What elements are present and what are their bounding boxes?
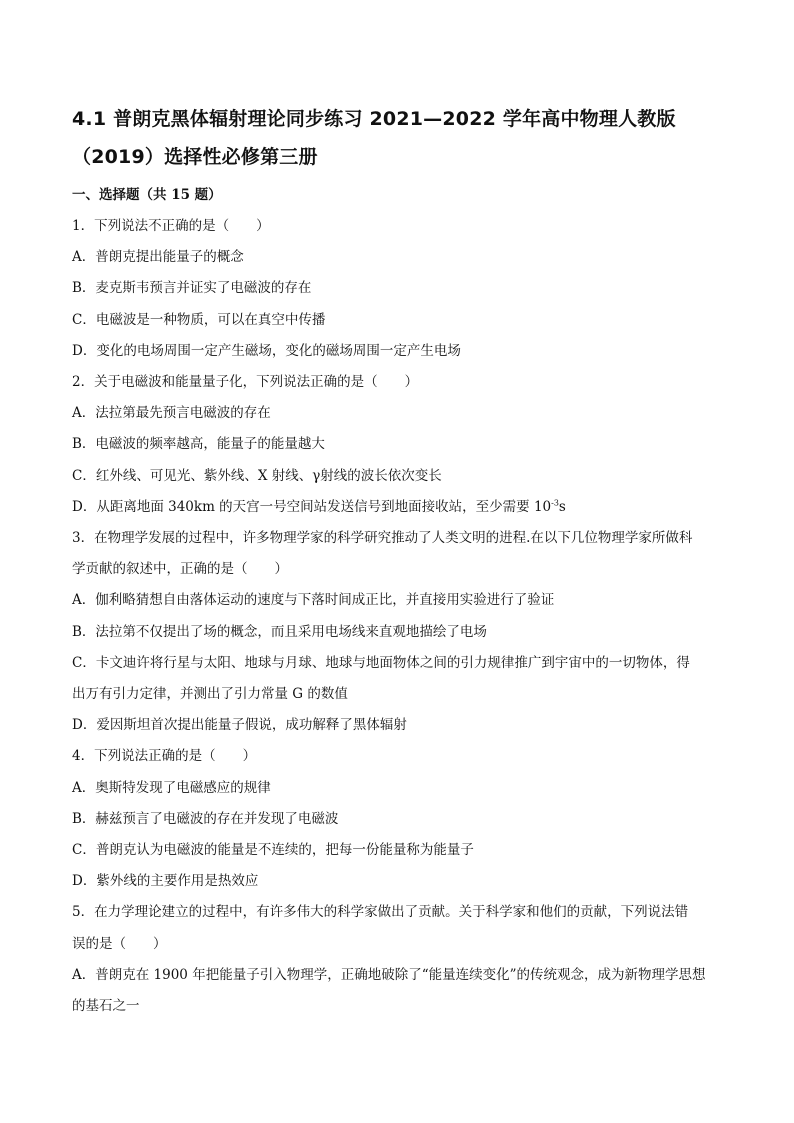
question-stem-line-1: 3．在物理学发展的过程中，许多物理学家的科学研究推动了人类文明的进程.在以下几位物理学家所做科 xyxy=(72,530,693,547)
option-b: B．法拉第不仅提出了场的概念，而且采用电场线来直观地描绘了电场 xyxy=(72,623,487,640)
option-d: D．爱因斯坦首次提出能量子假说，成功解释了黑体辐射 xyxy=(72,717,407,734)
question-stem: 4．下列说法正确的是（ ） xyxy=(72,748,257,765)
question-stem-line-2: 学贡献的叙述中，正确的是（ ） xyxy=(72,561,288,578)
question-stem: 1．下列说法不正确的是（ ） xyxy=(72,218,270,234)
question-4 xyxy=(72,741,722,897)
question-1 xyxy=(72,211,722,367)
option-d: D．紫外线的主要作用是热效应 xyxy=(72,873,259,890)
section-heading: 一、选择题（共 15 题） xyxy=(72,187,222,203)
option-a: A．普朗克在 1900 年把能量子引入物理学，正确地破除了“能量连续变化”的传统观念，成为新物理学思想 xyxy=(72,966,706,983)
question-stem-line-1: 5．在力学理论建立的过程中，有许多伟大的科学家做出了贡献。关于科学家和他们的贡献，下列说法错 xyxy=(72,904,689,921)
option-c: C．电磁波是一种物质，可以在真空中传播 xyxy=(72,311,326,328)
unit: s xyxy=(558,498,566,515)
title-line-1: 4.1 普朗克黑体辐射理论同步练习 2021—2022 学年高中物理人教版 xyxy=(72,108,676,130)
question-5 xyxy=(72,897,722,1022)
option-b: B．电磁波的频率越高，能量子的能量越大 xyxy=(72,436,325,453)
option-b: B．麦克斯韦预言并证实了电磁波的存在 xyxy=(72,280,312,297)
document-page xyxy=(72,100,722,1022)
question-stem-line-2: 误的是（ ） xyxy=(72,935,167,952)
option-c: C．卡文迪许将行星与太阳、地球与月球、地球与地面物体之间的引力规律推广到宇宙中的一切物体，得 xyxy=(72,654,690,671)
option-d: D．变化的电场周围一定产生磁场，变化的磁场周围一定产生电场 xyxy=(72,342,461,359)
option-a: A．奥斯特发现了电磁感应的规律 xyxy=(72,779,271,796)
option-a-continued: 的基石之一 xyxy=(72,998,140,1015)
option-c-continued: 出万有引力定律，并测出了引力常量 G 的数值 xyxy=(72,686,348,703)
option-a: A．伽利略猜想自由落体运动的速度与下落时间成正比，并直接用实验进行了验证 xyxy=(72,592,555,609)
option-c: C．红外线、可见光、紫外线、X 射线、γ射线的波长依次变长 xyxy=(72,467,442,484)
option-d-text: D．从距离地面 340km 的天宫一号空间站发送信号到地面接收站，至少需要 10 xyxy=(72,498,552,515)
title-line-2: （2019）选择性必修第三册 xyxy=(72,146,318,168)
document-title xyxy=(72,100,722,176)
option-a: A．法拉第最先预言电磁波的存在 xyxy=(72,405,271,422)
exponent: -3 xyxy=(551,498,559,508)
question-stem: 2．关于电磁波和能量量子化，下列说法正确的是（ ） xyxy=(72,374,419,391)
option-a: A．普朗克提出能量子的概念 xyxy=(72,249,244,266)
option-b: B．赫兹预言了电磁波的存在并发现了电磁波 xyxy=(72,810,339,827)
option-c: C．普朗克认为电磁波的能量是不连续的，把每一份能量称为能量子 xyxy=(72,842,474,859)
question-3 xyxy=(72,523,722,741)
option-d xyxy=(72,492,722,523)
question-2 xyxy=(72,367,722,523)
